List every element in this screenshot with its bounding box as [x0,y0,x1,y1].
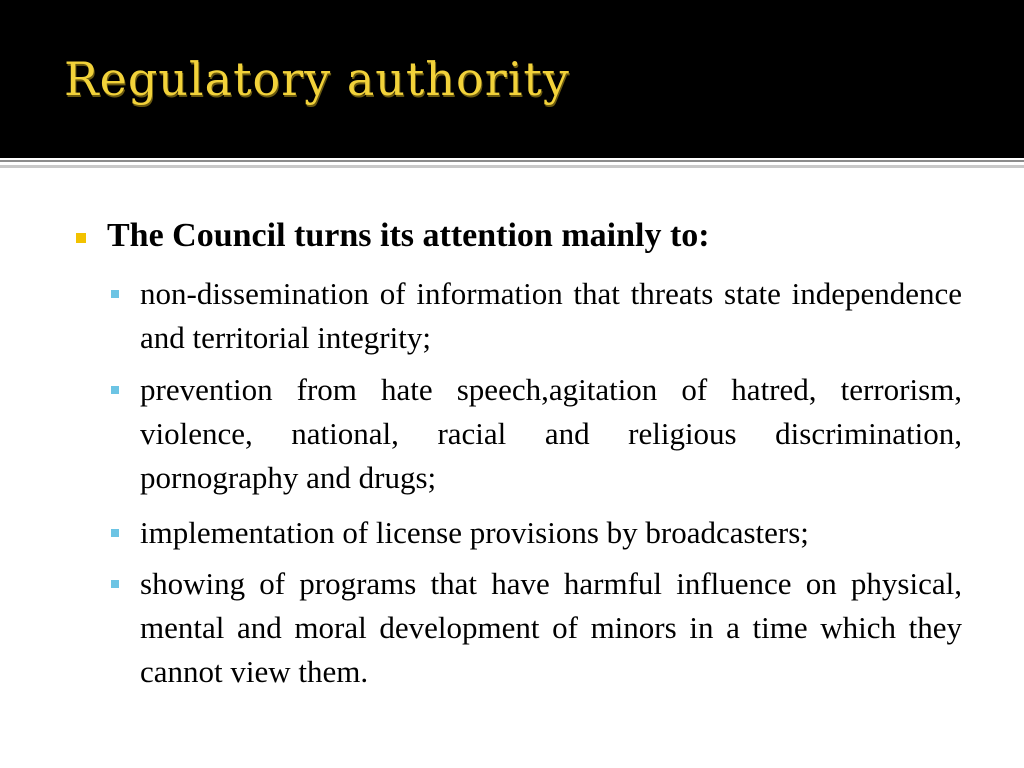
sub-bullet-text: prevention from hate speech,agitation of hatred, terrorism, violence, national, racial and religious discrimination, pornography and drugs; [140,372,962,495]
sub-bullet-text: showing of programs that have harmful influence on physical, mental and moral development of minors in a time which they cannot view them. [140,566,962,689]
sub-bullet-square-icon [111,529,119,537]
sub-bullet-square-icon [111,386,119,394]
sub-bullet-square-icon [111,290,119,298]
main-bullet-square-icon [76,233,86,243]
slide-title: Regulatory authority [64,52,570,106]
sub-bullet-text: implementation of license provisions by broadcasters; [140,515,809,550]
main-bullet-text: The Council turns its attention mainly to: [107,217,710,254]
sub-bullet-text: non-dissemination of information that threats state independence and territorial integrity; [140,276,962,355]
sub-bullet-square-icon [111,580,119,588]
